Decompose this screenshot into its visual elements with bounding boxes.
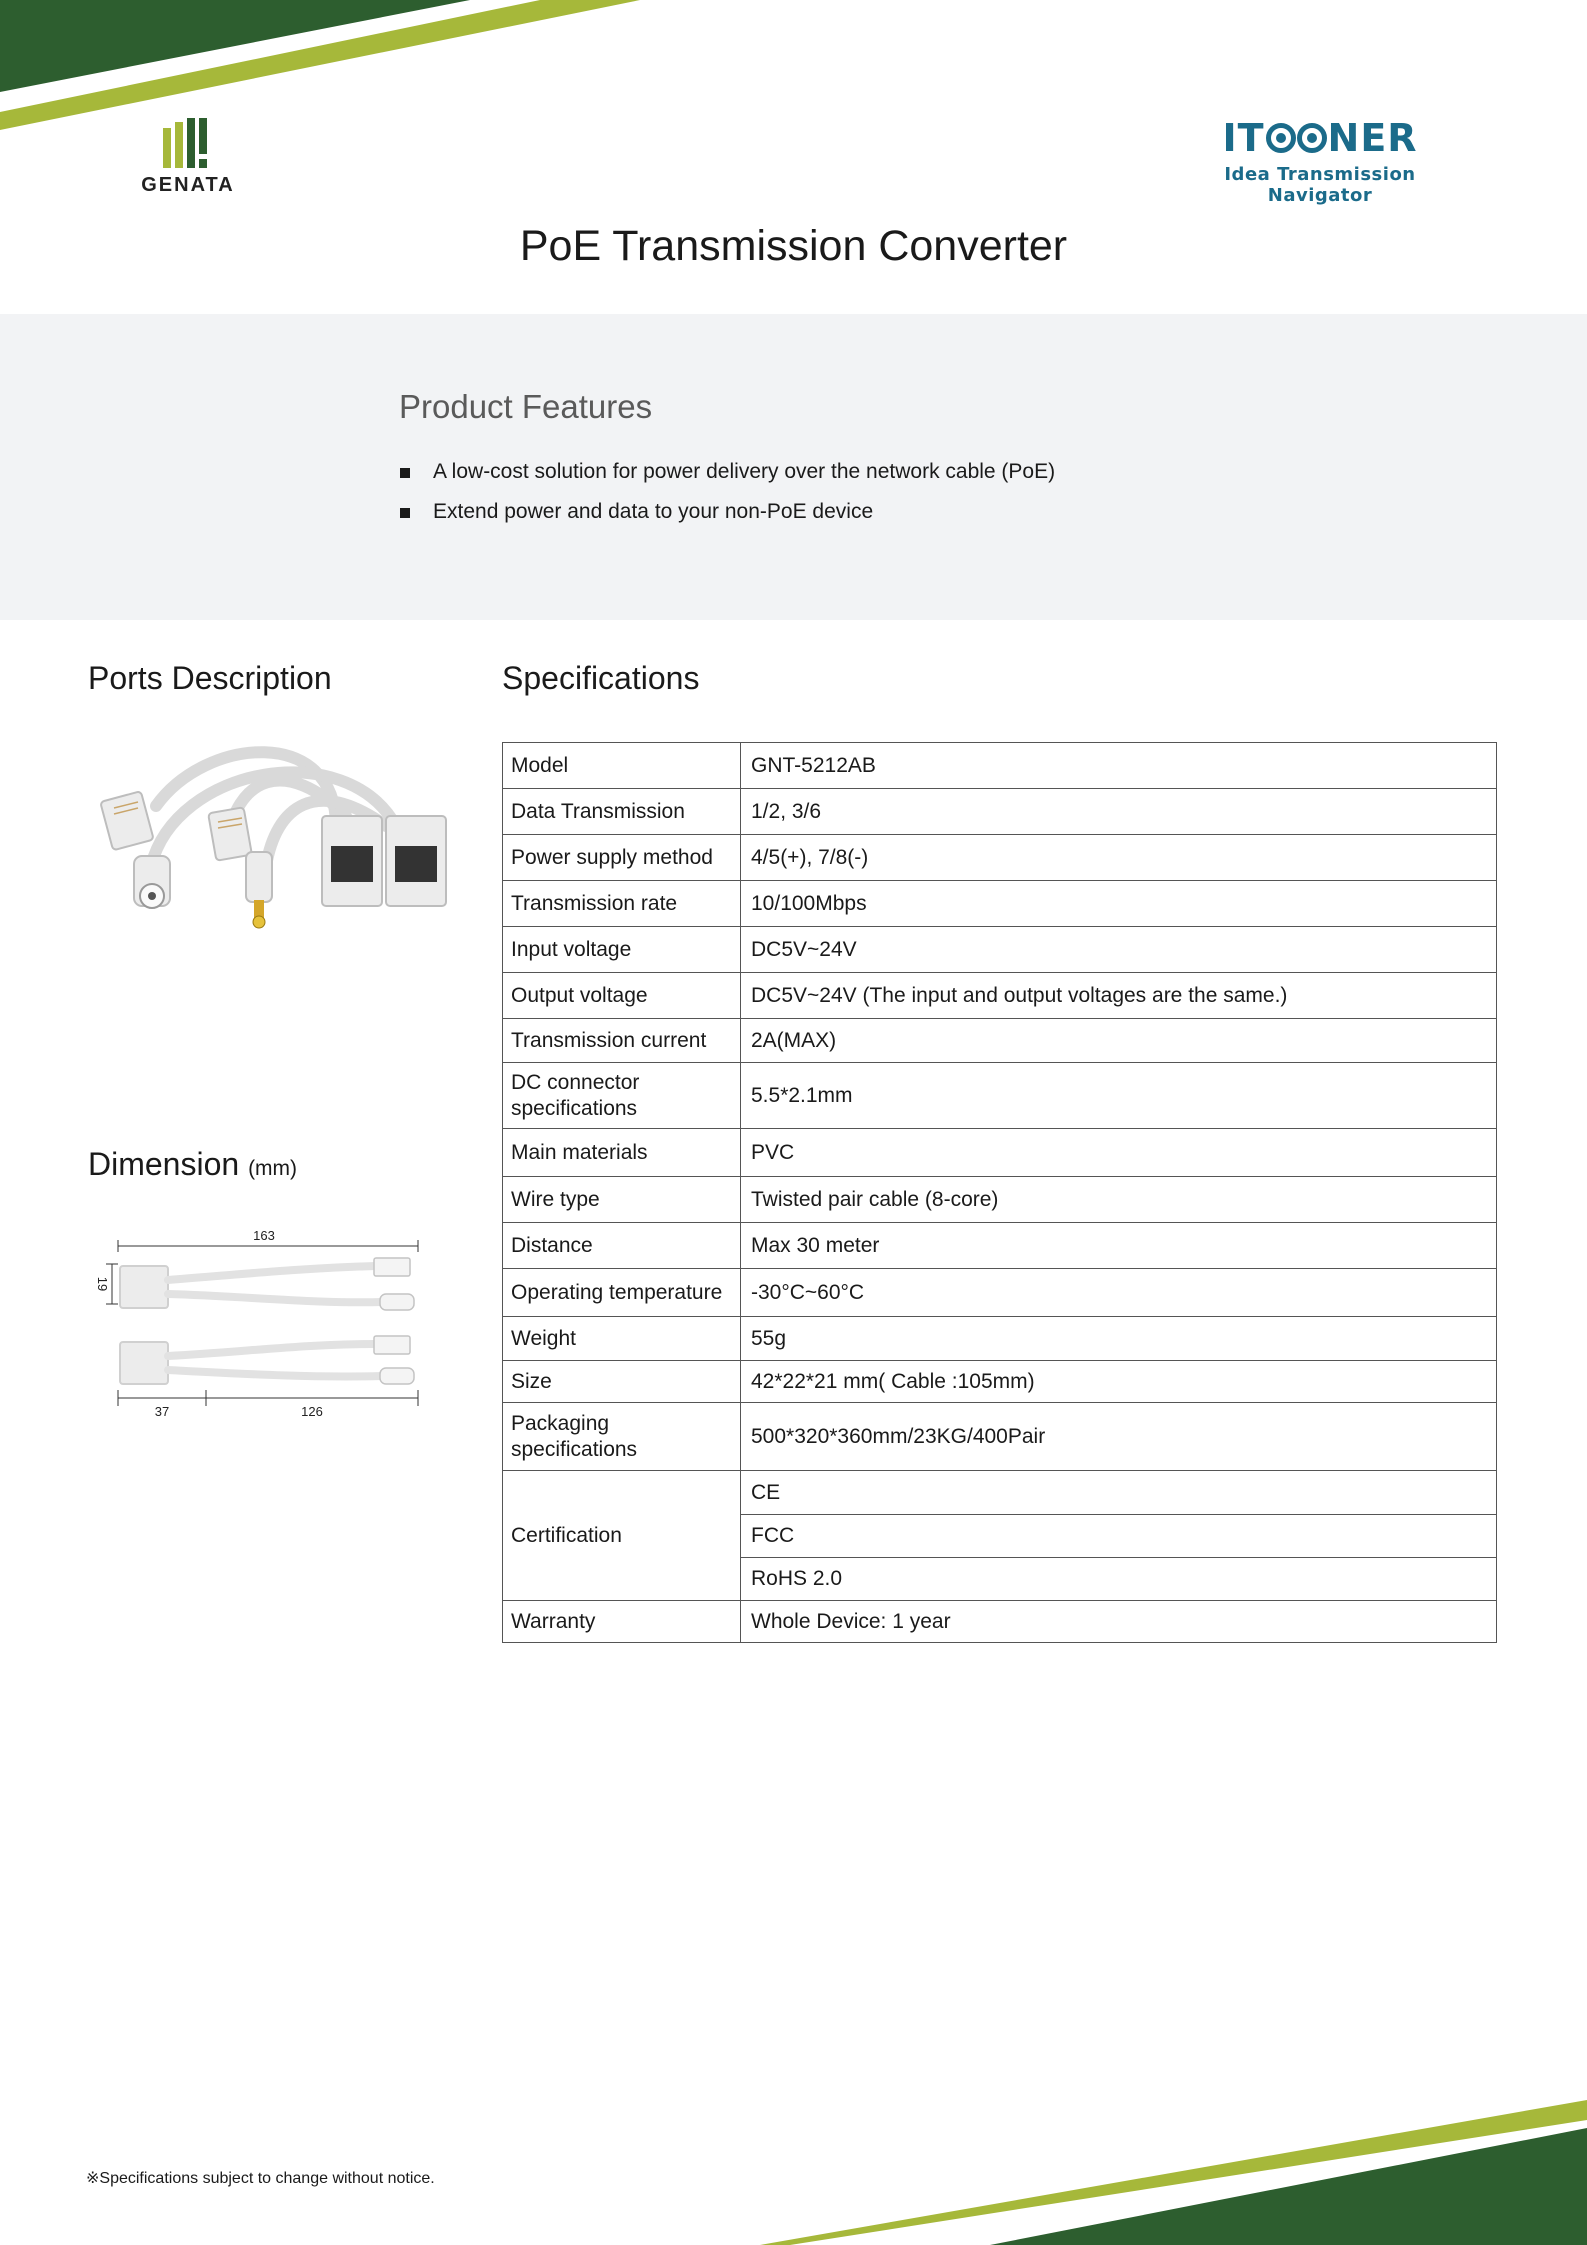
itooner-logo	[1180, 116, 1460, 206]
dimension-label-total-length: 163	[253, 1228, 275, 1243]
spec-value: DC5V~24V (The input and output voltages are the same.)	[741, 973, 1497, 1019]
spec-value: DC5V~24V	[741, 927, 1497, 973]
spec-key: DC connector specifications	[503, 1063, 741, 1129]
genata-logo	[140, 118, 236, 198]
table-row	[503, 927, 1497, 973]
spec-key: Size	[503, 1361, 741, 1403]
product-features-heading: Product Features	[399, 388, 653, 425]
spec-value: PVC	[741, 1129, 1497, 1177]
table-row	[503, 1471, 1497, 1515]
spec-key: Data Transmission	[503, 789, 741, 835]
specifications-table	[502, 742, 1497, 1643]
dimension-label-cable-length: 126	[301, 1404, 323, 1419]
itooner-wordmark-pre: IT	[1222, 116, 1265, 160]
table-row	[503, 1361, 1497, 1403]
table-row	[503, 1223, 1497, 1269]
product-features-section	[0, 314, 1587, 620]
spec-key: Distance	[503, 1223, 741, 1269]
dimension-label-height: 19	[95, 1276, 110, 1292]
spec-key: Transmission current	[503, 1019, 741, 1063]
dimension-drawing	[84, 1224, 428, 1420]
spec-key: Weight	[503, 1317, 741, 1361]
itooner-tagline: Idea Transmission Navigator	[1224, 164, 1416, 206]
genata-logo-text: GENATA	[141, 174, 235, 196]
spec-value: FCC	[741, 1515, 1497, 1558]
spec-value: RoHS 2.0	[741, 1558, 1497, 1601]
spec-key: Wire type	[503, 1177, 741, 1223]
spec-value: 4/5(+), 7/8(-)	[741, 835, 1497, 881]
spec-value: 5.5*2.1mm	[741, 1063, 1497, 1129]
spec-value: CE	[741, 1471, 1497, 1515]
dimension-heading	[88, 1146, 297, 1183]
spec-value: 42*22*21 mm( Cable :105mm)	[741, 1361, 1497, 1403]
table-row	[503, 743, 1497, 789]
specifications-heading: Specifications	[502, 660, 700, 696]
spec-value: Whole Device: 1 year	[741, 1601, 1497, 1643]
spec-value: Max 30 meter	[741, 1223, 1497, 1269]
footnote: ※Specifications subject to change without notice.	[86, 2170, 435, 2187]
spec-value: 55g	[741, 1317, 1497, 1361]
dimension-label-head-length: 37	[154, 1404, 170, 1419]
spec-key: Input voltage	[503, 927, 741, 973]
table-row	[503, 1317, 1497, 1361]
spec-value: 500*320*360mm/23KG/400Pair	[741, 1403, 1497, 1471]
bottom-corner-stripes	[0, 2060, 1587, 2245]
spec-value: 2A(MAX)	[741, 1019, 1497, 1063]
spec-key: Warranty	[503, 1601, 741, 1643]
itooner-wordmark	[1222, 116, 1417, 160]
feature-item: Extend power and data to your non-PoE device	[399, 492, 1055, 532]
itooner-eyes-icon	[1266, 123, 1327, 153]
table-row	[503, 1269, 1497, 1317]
spec-value: GNT-5212AB	[741, 743, 1497, 789]
genata-bars-icon	[160, 118, 216, 170]
table-row	[503, 1403, 1497, 1471]
spec-key: Certification	[503, 1471, 741, 1601]
ports-description-heading: Ports Description	[88, 660, 332, 696]
top-corner-stripes	[0, 0, 660, 140]
spec-key: Power supply method	[503, 835, 741, 881]
page-title: PoE Transmission Converter	[519, 222, 1068, 270]
table-row	[503, 1063, 1497, 1129]
spec-value: Twisted pair cable (8-core)	[741, 1177, 1497, 1223]
spec-key: Main materials	[503, 1129, 741, 1177]
dimension-unit: (mm)	[248, 1157, 298, 1180]
product-features-list	[399, 452, 1055, 532]
spec-key: Output voltage	[503, 973, 741, 1019]
spec-value: 10/100Mbps	[741, 881, 1497, 927]
spec-key: Model	[503, 743, 741, 789]
spec-key: Packaging specifications	[503, 1403, 741, 1471]
table-row	[503, 1177, 1497, 1223]
feature-item: A low-cost solution for power delivery over the network cable (PoE)	[399, 452, 1055, 492]
spec-value: 1/2, 3/6	[741, 789, 1497, 835]
dimension-heading-text: Dimension	[88, 1146, 240, 1182]
table-row	[503, 1601, 1497, 1643]
table-row	[503, 835, 1497, 881]
spec-key: Transmission rate	[503, 881, 741, 927]
spec-key: Operating temperature	[503, 1269, 741, 1317]
table-row	[503, 1129, 1497, 1177]
table-row	[503, 881, 1497, 927]
itooner-wordmark-post: NER	[1327, 116, 1418, 160]
spec-value: -30°C~60°C	[741, 1269, 1497, 1317]
table-row	[503, 1019, 1497, 1063]
poe-cable-product-image	[86, 736, 454, 936]
table-row	[503, 789, 1497, 835]
table-row	[503, 973, 1497, 1019]
